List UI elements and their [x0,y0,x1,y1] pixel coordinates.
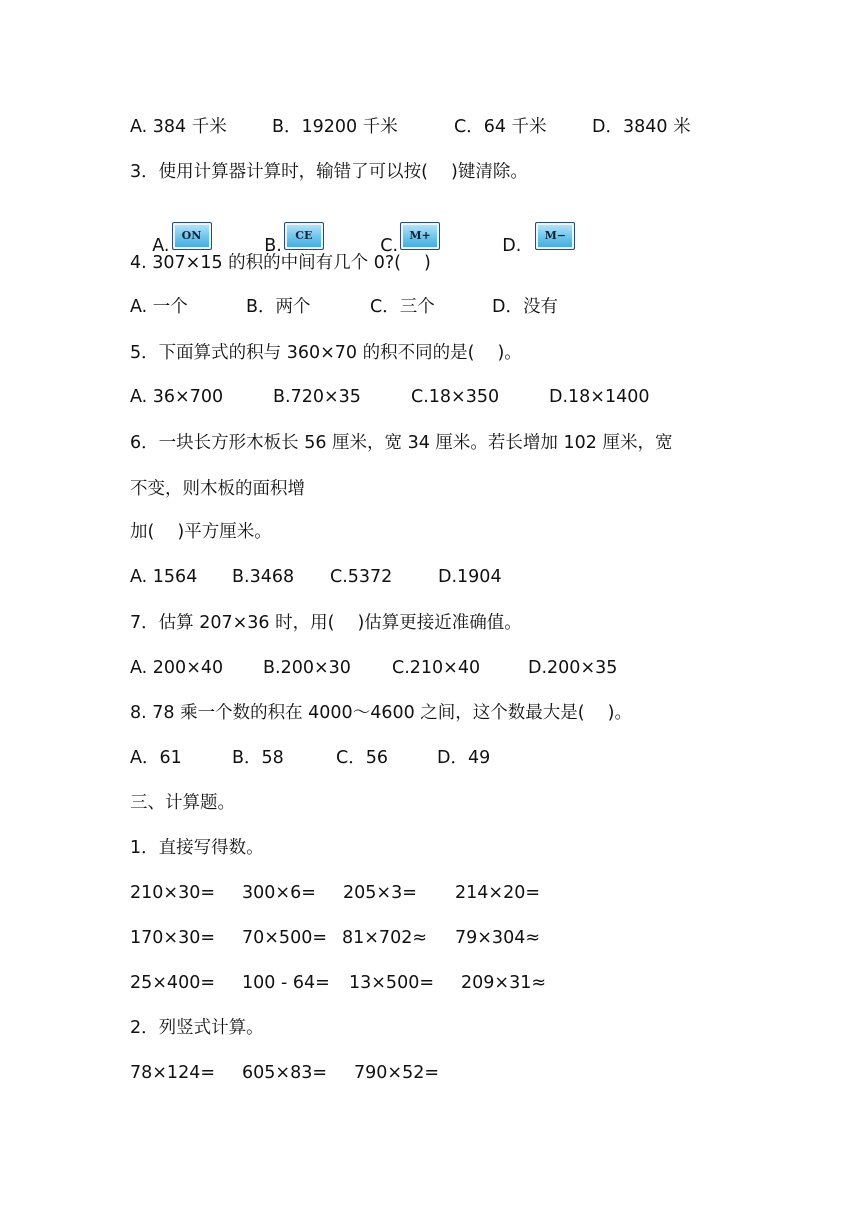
q3-options [130,204,567,256]
calc-item: 209×31≈ [461,973,546,993]
calc-item: 13×500= [349,973,434,993]
option-c: C．三个 [370,297,435,317]
calc-row-4 [130,1061,439,1157]
option-a: A. 1564 [130,567,198,587]
calc-item: 790×52= [354,1063,439,1083]
option-c: C.5372 [330,567,393,587]
question-5-stem: 5．下面算式的积与 360×70 的积不同的是( )。 [130,343,522,363]
on-key-icon: ON [172,222,212,250]
option-a: A. 384 千米 [130,117,227,137]
option-c: C．56 [336,748,388,768]
option-b: B.200×30 [263,658,351,678]
m-plus-key-icon: M+ [400,222,440,250]
ce-key-icon: CE [284,222,324,250]
option-d-prefix: D. [502,236,522,256]
question-6-stem-line1: 6．一块长方形木板长 56 厘米，宽 34 厘米。若长增加 102 厘米，宽 [130,433,673,453]
option-b [242,210,324,288]
calc-item: 100 - 64= [242,973,330,993]
calc-item: 78×124= [130,1063,215,1083]
question-8-stem: 8. 78 乘一个数的积在 4000～4600 之间，这个数最大是( )。 [130,703,633,723]
calc-item: 605×83= [242,1063,327,1083]
option-b: B．两个 [246,297,311,317]
calc-item: 300×6= [242,883,316,903]
option-a: A. 一个 [130,297,188,317]
question-3-stem: 3．使用计算器计算时，输错了可以按( )键清除。 [130,162,528,182]
part-2-title: 2．列竖式计算。 [130,1018,264,1038]
option-a-prefix: A. [152,236,170,256]
option-d: D．3840 米 [592,117,691,137]
option-c: C．64 千米 [454,117,547,137]
option-b: B.3468 [232,567,295,587]
option-c-prefix: C. [380,236,399,256]
option-d: D.18×1400 [549,387,650,407]
option-b: B．58 [232,748,284,768]
option-a: A. 36×700 [130,387,224,407]
question-6-stem-line3: 加( )平方厘米。 [130,522,272,542]
option-d: D.1904 [438,567,502,587]
calc-item: 210×30= [130,883,215,903]
section-3-title: 三、计算题。 [130,793,235,813]
option-c: C.18×350 [411,387,500,407]
question-6-stem-line2: 不变，则木板的面积增 [130,479,305,499]
calc-item: 205×3= [343,883,417,903]
option-d: D．49 [437,748,491,768]
option-b-prefix: B. [264,236,282,256]
option-d: D.200×35 [528,658,618,678]
calc-item: 214×20= [455,883,540,903]
option-d [480,210,575,288]
option-b: B.720×35 [273,387,361,407]
part-1-title: 1．直接写得数。 [130,838,264,858]
calc-item: 170×30= [130,928,215,948]
option-d: D．没有 [492,297,558,317]
option-a: A．61 [130,748,182,768]
option-a [130,210,212,288]
option-b: B．19200 千米 [272,117,398,137]
m-minus-key-icon: M− [535,222,575,250]
calc-item: 81×702≈ [342,928,427,948]
question-4-stem: 4. 307×15 的积的中间有几个 0?( ) [130,253,431,273]
calc-item: 70×500= [242,928,327,948]
option-c: C.210×40 [392,658,481,678]
option-a: A. 200×40 [130,658,224,678]
question-7-stem: 7．估算 207×36 时，用( )估算更接近准确值。 [130,613,522,633]
calc-item: 25×400= [130,973,215,993]
option-c [358,210,440,288]
calc-item: 79×304≈ [455,928,540,948]
